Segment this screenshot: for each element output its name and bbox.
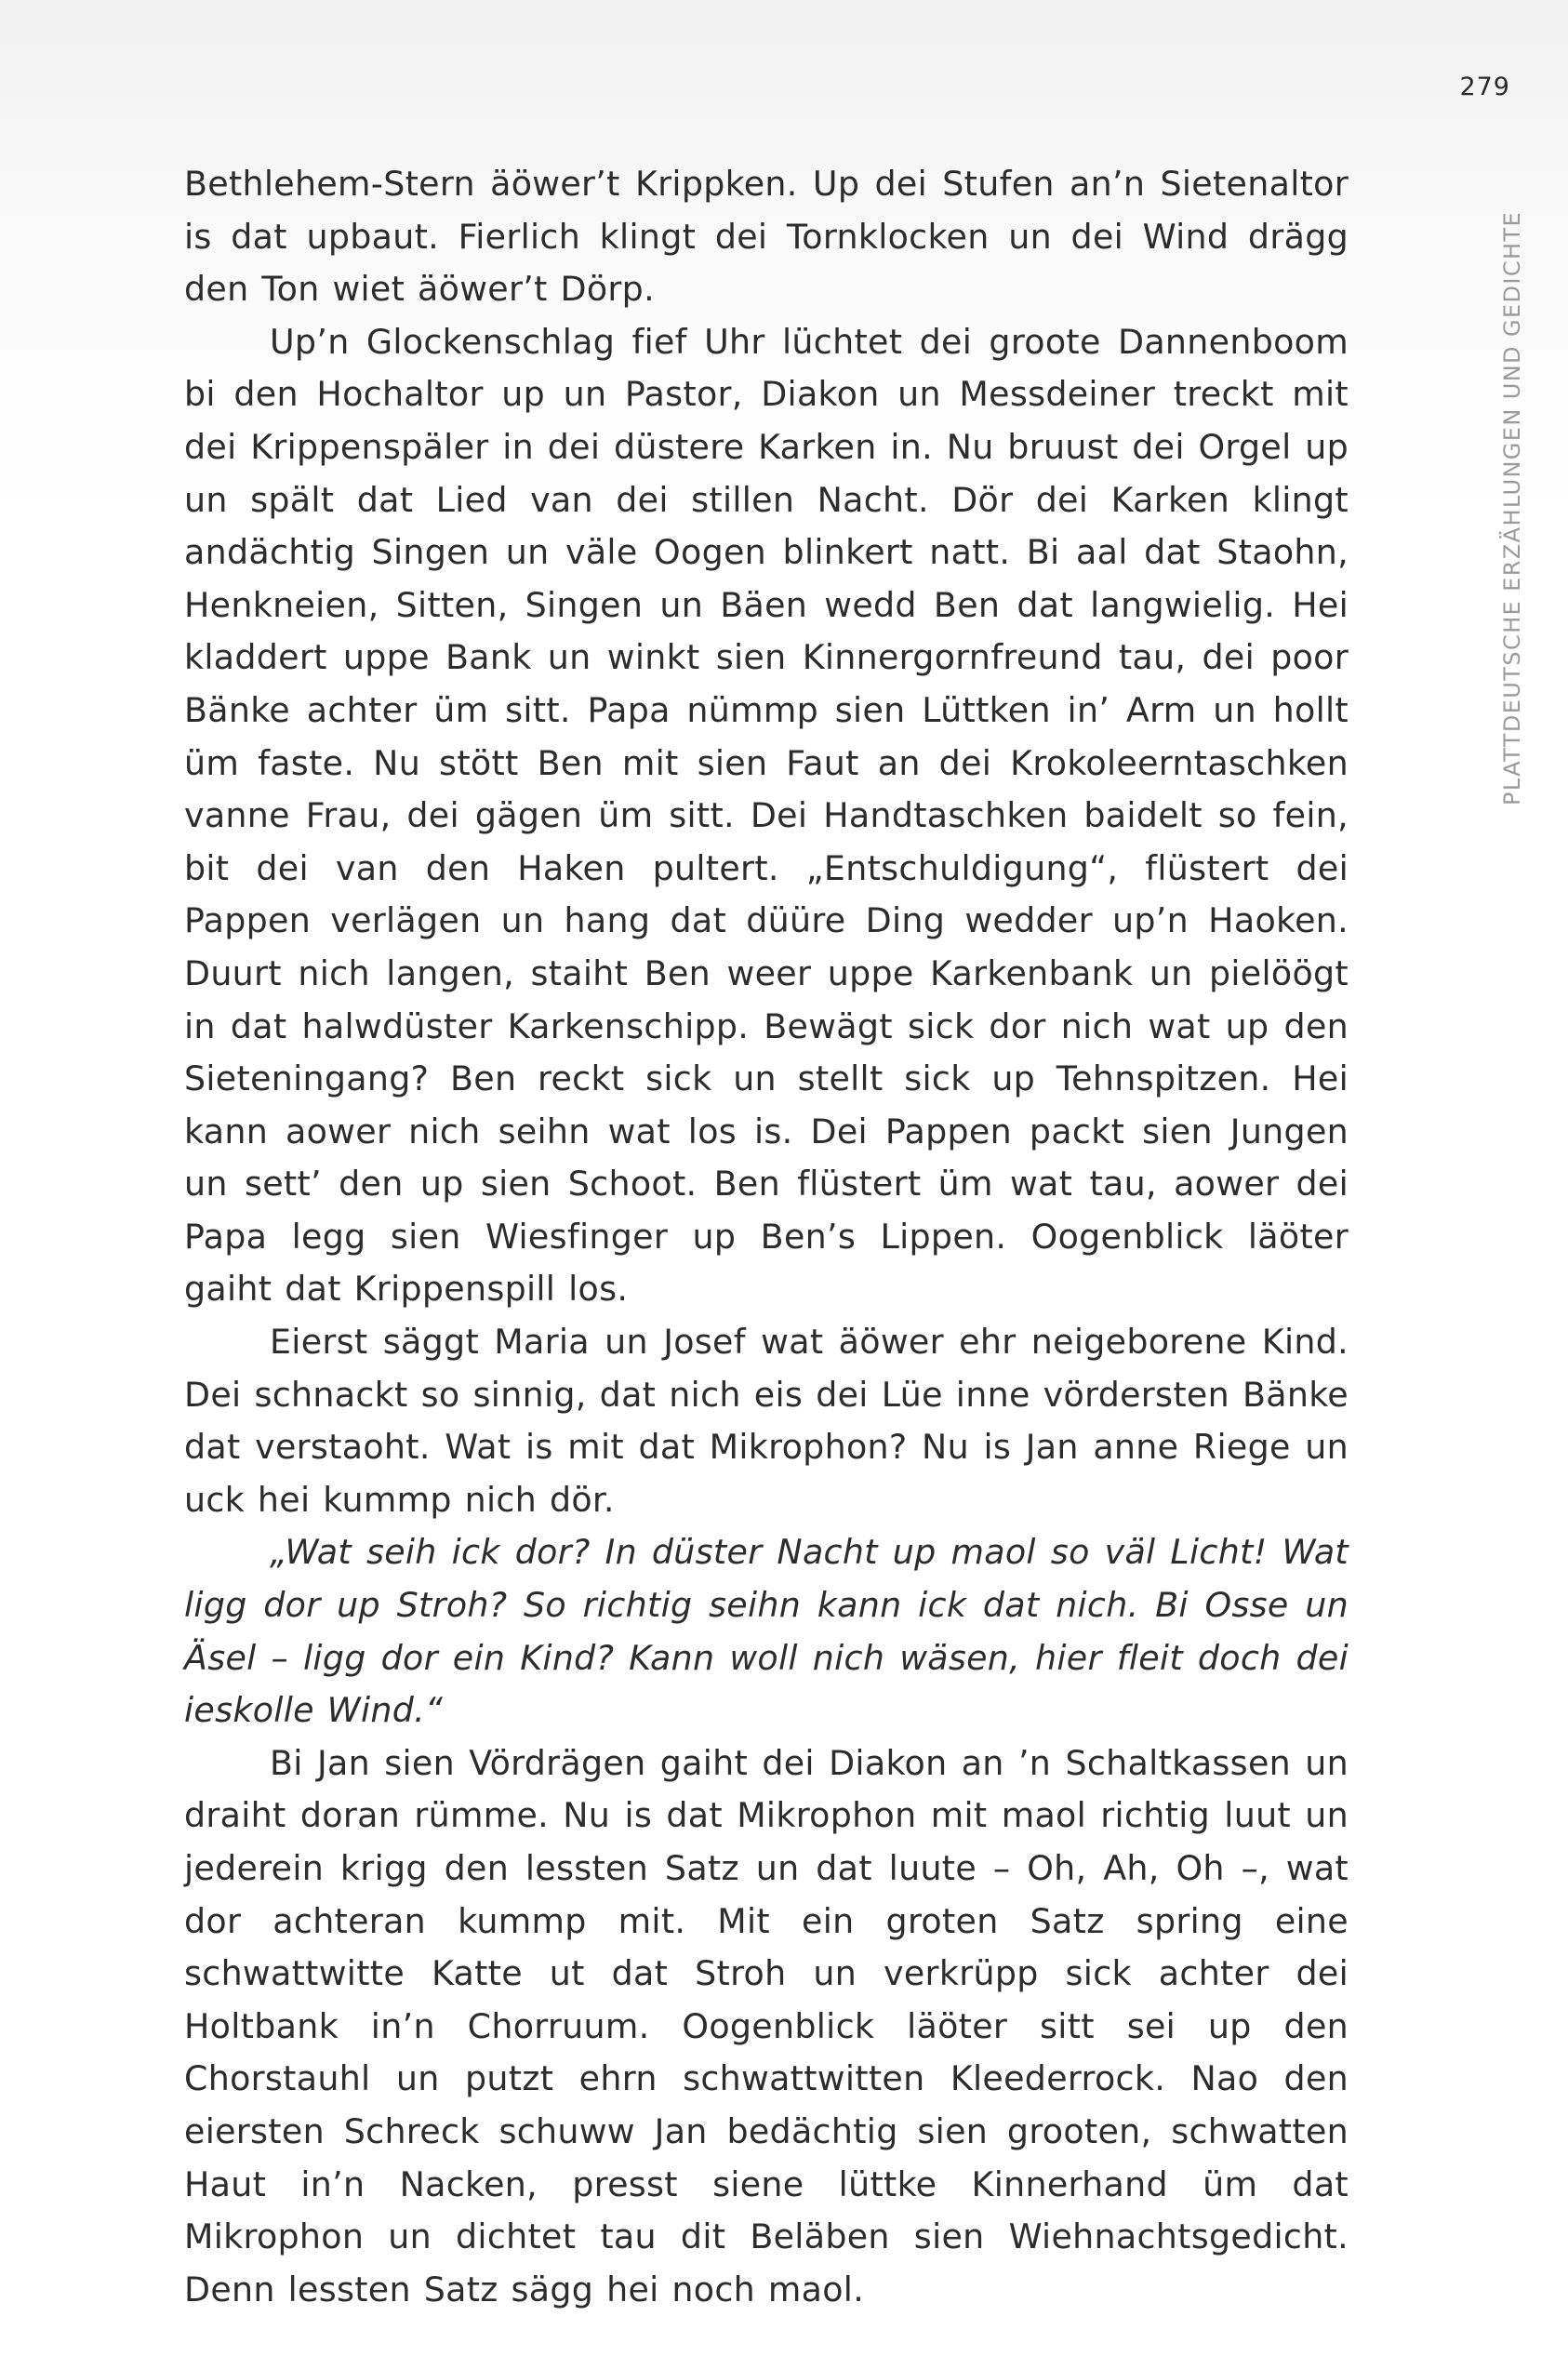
verse-quote: „Wat seih ick dor? In düster Nacht up maol so väl Licht! Wat ligg dor up Stroh? So richtig seihn kann ick dat nich. Bi Osse un Äsel – ligg dor ein Kind? Kann woll nich wäsen, hier fleit doch dei ieskolle Wind.“ — [184, 1532, 1349, 1731]
paragraph: Bi Jan sien Vördrägen gaiht dei Diakon an ’n Schaltkassen un draiht doran rümme. Nu is dat Mikrophon mit maol richtig luut un jederein krigg den lessten Satz un dat luute – Oh, Ah, Oh –, wat dor achteran kummp mit. Mit ein groten Satz spring eine schwattwitte Katte ut dat Stroh un verkrüpp sick achter dei Holtbank in’n Chorruum. Oogenblick läöter sitt sei up den Chorstauhl un putzt ehrn schwattwitten Kleederrock. Nao den eiersten Schreck schuww Jan bedächtig sien grooten, schwatten Haut in’n Nacken, presst siene lüttke Kinnerhand üm dat Mikrophon un dichtet tau dit Beläben sien Wiehnachtsgedicht. Denn lessten Satz sägg hei noch maol. — [184, 1742, 1349, 2309]
paragraph: Up’n Glockenschlag fief Uhr lüchtet dei groote Dannenboom bi den Hochaltor up un Pastor, Diakon un Messdeiner treckt mit dei Krippenspäler in dei düstere Karken in. Nu bruust dei Orgel up un spält dat Lied van dei stillen Nacht. Dör dei Karken klingt andächtig Singen un väle Oogen blinkert natt. Bi aal dat Staohn, Henkneien, Sitten, Singen un Bäen wedd Ben dat langwielig. Hei kladdert uppe Bank un winkt sien Kinnergornfreund tau, dei poor Bänke achter üm sitt. Papa nümmp sien Lüttken in’ Arm un hollt üm faste. Nu stött Ben mit sien Faut an dei Krokoleerntaschken vanne Frau, dei gägen üm sitt. Dei Handtaschken baidelt so fein, bit dei van den Haken pultert. „Entschuldigung“, flüstert dei Pappen verlägen un hang dat düüre Ding wedder up’n Haoken. Duurt nich langen, staiht Ben weer uppe Karkenbank un pielöögt in dat halwdüster Karkenschipp. Bewägt sick dor nich wat up den Sieteningang? Ben reckt sick un stellt sick up Tehnspitzen. Hei kann aower nich seihn wat los is. Dei Pappen packt sien Jungen un sett’ den up sien Schoot. Ben flüstert üm wat tau, aower dei Papa legg sien Wiesfinger up Ben’s Lippen. Oogenblick läöter gaiht dat Krippenspill los. — [184, 321, 1349, 1310]
text-block — [184, 158, 1349, 2316]
paragraph: Eierst säggt Maria un Josef wat äöwer ehr neigeborene Kind. Dei schnackt so sinnig, dat nich eis dei Lüe inne vördersten Bänke dat verstaoht. Wat is mit dat Mikrophon? Nu is Jan anne Riege un uck hei kummp nich dör. — [184, 1322, 1349, 1520]
page-number: 279 — [1459, 73, 1510, 101]
running-head: PLATTDEUTSCHE ERZÄHLUNGEN UND GEDICHTE — [1499, 210, 1525, 805]
paragraph-continued: Bethlehem-Stern äöwer’t Krippken. Up dei Stufen an’n Sietenaltor is dat upbaut. Fierlich klingt dei Tornklocken un dei Wind drägg den Ton wiet äöwer’t Dörp. — [184, 164, 1349, 310]
